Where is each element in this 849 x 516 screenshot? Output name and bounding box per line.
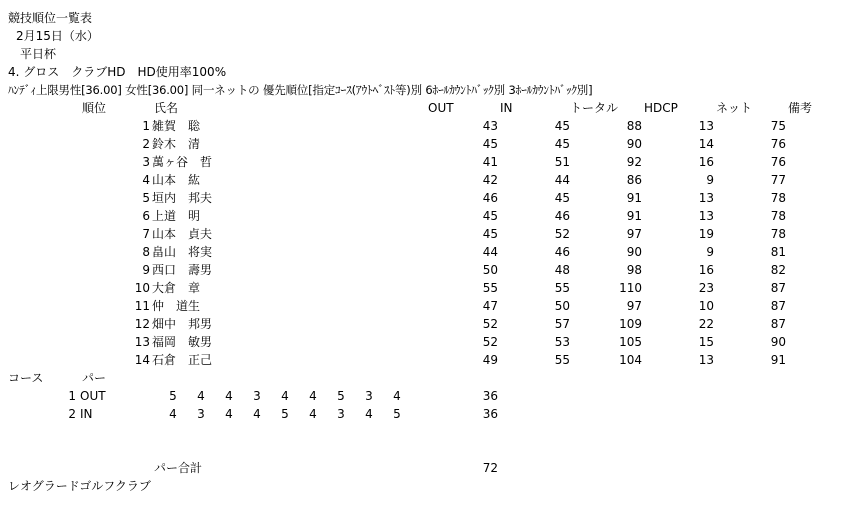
in-cell: 52 [554,227,570,241]
in-cell: 50 [554,299,570,313]
course-par-total: 36 [482,407,498,421]
net-cell: 91 [770,353,786,367]
out-cell: 50 [482,263,498,277]
course-number: 1 [68,389,76,403]
course-label: コース [8,371,44,385]
header-in: IN [500,101,513,115]
name-cell: 仲 道生 [152,299,201,313]
header-total: トータル [570,101,619,115]
name-cell: 鈴木 清 [152,137,201,151]
name-cell: 西口 壽男 [152,263,213,277]
hdcp-cell: 9 [706,245,714,259]
total-cell: 90 [626,245,642,259]
hdcp-cell: 19 [698,227,714,241]
out-cell: 52 [482,335,498,349]
out-cell: 42 [482,173,498,187]
hole-par: 3 [197,407,205,421]
name-cell: 山本 紘 [152,173,201,187]
hole-par: 5 [393,407,401,421]
total-cell: 97 [626,299,642,313]
name-cell: 雑賀 聡 [152,119,201,133]
rank-cell: 8 [142,245,150,259]
header-name: 氏名 [154,101,179,115]
total-cell: 86 [626,173,642,187]
hdcp-cell: 13 [698,353,714,367]
rank-cell: 14 [134,353,150,367]
name-cell: 石倉 正己 [152,353,213,367]
rule-line: ﾊﾝﾃﾞｨ上限男性[36.00] 女性[36.00] 同一ネットの 優先順位[指定ｺｰｽ(ｱｳﾄﾍﾞｽﾄ等)別 6ﾎｰﾙｶｳﾝﾄﾊﾞｯｸ別 3ﾎｰﾙｶｳﾝﾄﾊﾞｯｸ別] [8,83,593,97]
total-cell: 91 [626,191,642,205]
rank-cell: 11 [134,299,150,313]
out-cell: 45 [482,227,498,241]
total-cell: 98 [626,263,642,277]
course-number: 2 [68,407,76,421]
hdcp-cell: 13 [698,119,714,133]
out-cell: 46 [482,191,498,205]
report-date: 2月15日（水） [16,29,99,43]
rank-cell: 12 [134,317,150,331]
hole-par: 5 [169,389,177,403]
in-cell: 46 [554,245,570,259]
header-hdcp: HDCP [644,101,678,115]
net-cell: 87 [770,299,786,313]
hdcp-cell: 15 [698,335,714,349]
hole-par: 4 [309,389,317,403]
course-par-total: 36 [482,389,498,403]
hole-par: 3 [337,407,345,421]
total-cell: 91 [626,209,642,223]
net-cell: 78 [770,191,786,205]
rank-cell: 6 [142,209,150,223]
hdcp-cell: 9 [706,173,714,187]
hdcp-cell: 13 [698,191,714,205]
hole-par: 5 [337,389,345,403]
in-cell: 44 [554,173,570,187]
rank-cell: 9 [142,263,150,277]
name-cell: 福岡 敏男 [152,335,213,349]
out-cell: 45 [482,209,498,223]
rank-cell: 7 [142,227,150,241]
in-cell: 46 [554,209,570,223]
hole-par: 3 [365,389,373,403]
net-cell: 90 [770,335,786,349]
out-cell: 55 [482,281,498,295]
hole-par: 4 [169,407,177,421]
hole-par: 4 [281,389,289,403]
out-cell: 43 [482,119,498,133]
in-cell: 45 [554,119,570,133]
out-cell: 44 [482,245,498,259]
net-cell: 81 [770,245,786,259]
net-cell: 87 [770,317,786,331]
par-total-label: パー合計 [154,461,203,475]
in-cell: 55 [554,353,570,367]
net-cell: 87 [770,281,786,295]
rank-cell: 10 [134,281,150,295]
hole-par: 4 [309,407,317,421]
total-cell: 97 [626,227,642,241]
rank-cell: 3 [142,155,150,169]
total-cell: 110 [619,281,642,295]
rank-cell: 1 [142,119,150,133]
name-cell: 萬ヶ谷 哲 [152,155,213,169]
rank-cell: 2 [142,137,150,151]
header-out: OUT [428,101,454,115]
hdcp-cell: 16 [698,155,714,169]
hole-par: 4 [393,389,401,403]
out-cell: 41 [482,155,498,169]
net-cell: 78 [770,209,786,223]
hole-par: 4 [197,389,205,403]
total-cell: 90 [626,137,642,151]
course-name: IN [80,407,93,421]
par-total-value: 72 [482,461,498,475]
header-net: ネット [716,101,753,115]
out-cell: 47 [482,299,498,313]
total-cell: 105 [619,335,642,349]
rank-cell: 13 [134,335,150,349]
hole-par: 3 [253,389,261,403]
hdcp-cell: 14 [698,137,714,151]
hole-par: 5 [281,407,289,421]
in-cell: 45 [554,191,570,205]
name-cell: 畠山 将実 [152,245,213,259]
hdcp-cell: 13 [698,209,714,223]
course-name: OUT [80,389,106,403]
net-cell: 82 [770,263,786,277]
hole-par: 4 [225,389,233,403]
name-cell: 上道 明 [152,209,201,223]
out-cell: 45 [482,137,498,151]
hole-par: 4 [253,407,261,421]
in-cell: 53 [554,335,570,349]
hdcp-cell: 23 [698,281,714,295]
net-cell: 78 [770,227,786,241]
hole-par: 4 [225,407,233,421]
header-rank: 順位 [82,101,107,115]
header-remarks: 備考 [788,101,813,115]
hdcp-cell: 10 [698,299,714,313]
total-cell: 109 [619,317,642,331]
par-label: パー [82,371,107,385]
net-cell: 76 [770,155,786,169]
in-cell: 48 [554,263,570,277]
rank-cell: 5 [142,191,150,205]
report-title: 競技順位一覧表 [8,11,93,25]
name-cell: 山本 貞夫 [152,227,213,241]
net-cell: 77 [770,173,786,187]
category-line: 4. グロス クラブHD HD使用率100% [8,65,227,79]
event-name: 平日杯 [20,47,57,61]
hdcp-cell: 22 [698,317,714,331]
in-cell: 55 [554,281,570,295]
out-cell: 52 [482,317,498,331]
out-cell: 49 [482,353,498,367]
name-cell: 大倉 章 [152,281,201,295]
hole-par: 4 [365,407,373,421]
net-cell: 76 [770,137,786,151]
total-cell: 88 [626,119,642,133]
name-cell: 垣内 邦夫 [152,191,213,205]
name-cell: 畑中 邦男 [152,317,213,331]
in-cell: 57 [554,317,570,331]
rank-cell: 4 [142,173,150,187]
hdcp-cell: 16 [698,263,714,277]
net-cell: 75 [770,119,786,133]
total-cell: 92 [626,155,642,169]
total-cell: 104 [619,353,642,367]
in-cell: 51 [554,155,570,169]
club-name: レオグラードゴルフクラブ [8,479,151,493]
in-cell: 45 [554,137,570,151]
